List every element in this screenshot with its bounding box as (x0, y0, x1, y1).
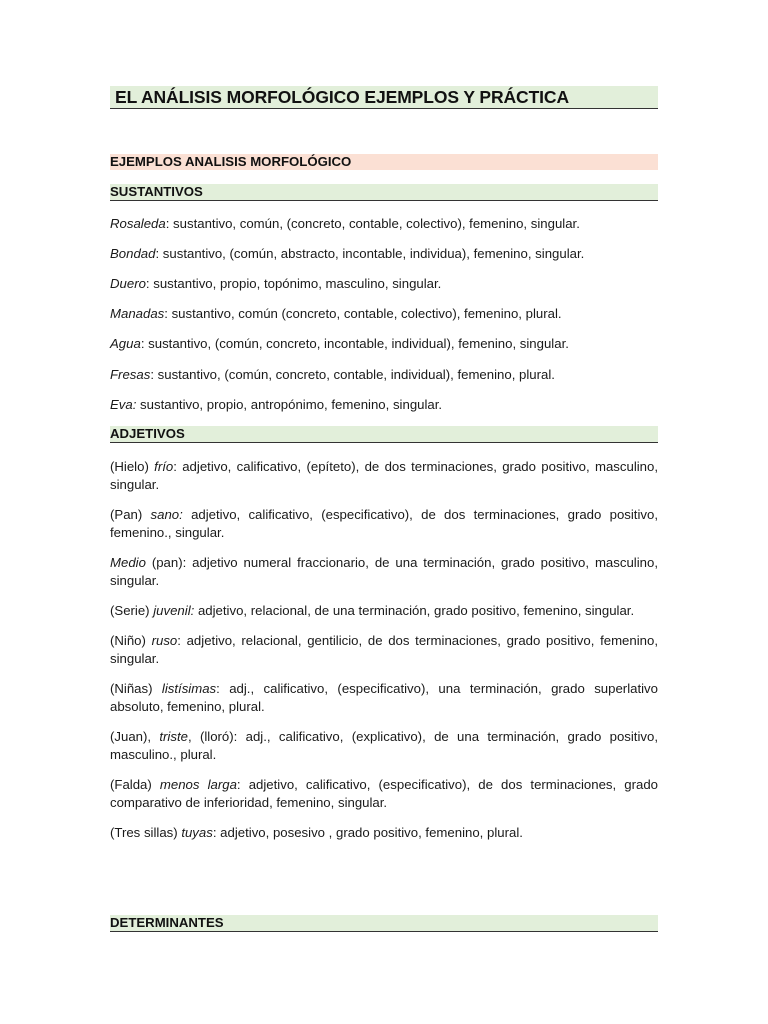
entry-prefix: (Niño) (110, 633, 152, 648)
entry-word: Medio (110, 555, 146, 570)
document-title: EL ANÁLISIS MORFOLÓGICO EJEMPLOS Y PRÁCTICA (115, 87, 569, 107)
entry-analysis: adjetivo, relacional, de una terminación, grado positivo, femenino, singular. (194, 603, 635, 618)
entry-analysis: : adj., calificativo, (especificativo), una terminación, grado superlativo absoluto, femenino, plural. (110, 681, 658, 714)
section-heading-ejemplos (110, 154, 658, 170)
entry-analysis: sustantivo, propio, antropónimo, femenino, singular. (136, 397, 443, 412)
entry-word: triste (159, 729, 188, 744)
entry-word: Bondad (110, 246, 156, 261)
adjetivo-entry (110, 632, 658, 668)
adjetivo-entry (110, 728, 658, 764)
entry-word: sano: (150, 507, 183, 522)
section-heading-sustantivos-label: SUSTANTIVOS (110, 184, 203, 199)
entry-prefix: (Juan), (110, 729, 160, 744)
entry-word: frío (154, 459, 174, 474)
sustantivo-entry (110, 305, 658, 323)
adjetivo-entry (110, 602, 658, 620)
sustantivo-entry (110, 215, 658, 233)
entry-analysis: : sustantivo, (común, concreto, contable, individual), femenino, plural. (150, 367, 555, 382)
entry-analysis: : adjetivo, posesivo , grado positivo, femenino, plural. (212, 825, 523, 840)
sustantivo-entry (110, 245, 658, 263)
entry-prefix: (Pan) (110, 507, 151, 522)
entry-word: ruso (151, 633, 178, 648)
adjetivo-entry (110, 824, 658, 842)
section-heading-adjetivos-label: ADJETIVOS (110, 426, 185, 441)
entry-word: Duero (110, 276, 146, 291)
adjetivo-entry (110, 776, 658, 812)
entry-analysis: : sustantivo, común, (concreto, contable, colectivo), femenino, singular. (165, 216, 580, 231)
section-heading-ejemplos-label: EJEMPLOS ANALISIS MORFOLÓGICO (110, 154, 352, 169)
entry-analysis: : sustantivo, (común, concreto, incontable, individual), femenino, singular. (140, 336, 569, 351)
adjetivo-entry (110, 680, 658, 716)
entry-analysis: : sustantivo, común (concreto, contable, colectivo), femenino, plural. (164, 306, 562, 321)
entry-prefix: (Tres sillas) (110, 825, 182, 840)
adjetivo-entry (110, 554, 658, 590)
adjetivo-entry (110, 506, 658, 542)
section-heading-adjetivos (110, 426, 658, 443)
entry-analysis: : adjetivo, relacional, gentilicio, de dos terminaciones, grado positivo, femenino, singular. (110, 633, 658, 666)
entry-prefix: (Niñas) (110, 681, 162, 696)
entry-prefix: (Serie) (110, 603, 154, 618)
document-title-bar (110, 86, 658, 109)
entry-word: Agua (110, 336, 141, 351)
entry-word: listísimas (161, 681, 217, 696)
entry-word: menos larga (159, 777, 237, 792)
sustantivo-entry (110, 396, 658, 414)
entry-word: Manadas (110, 306, 165, 321)
section-heading-determinantes-label: DETERMINANTES (110, 915, 224, 930)
sustantivo-entry (110, 366, 658, 384)
entry-analysis: , (lloró): adj., calificativo, (explicativo), de una terminación, grado positivo, masculino., plural. (110, 729, 658, 762)
section-heading-determinantes (110, 915, 658, 932)
entry-analysis: : adjetivo, calificativo, (especificativo), de dos terminaciones, grado comparativo de inferioridad, femenino, singular. (110, 777, 659, 810)
entry-word: Rosaleda (110, 216, 166, 231)
entry-analysis: adjetivo, calificativo, (especificativo), de dos terminaciones, grado positivo, femenino., singular. (110, 507, 658, 540)
entry-analysis: : sustantivo, (común, abstracto, incontable, individua), femenino, singular. (155, 246, 585, 261)
entry-prefix: (Hielo) (110, 459, 155, 474)
sustantivo-entry (110, 275, 658, 293)
entry-word: juvenil: (153, 603, 195, 618)
sustantivo-entry (110, 335, 658, 353)
entry-analysis: : adjetivo, calificativo, (epíteto), de dos terminaciones, grado positivo, masculino, singular. (110, 459, 659, 492)
entry-word: Fresas (110, 367, 151, 382)
section-heading-sustantivos (110, 184, 658, 201)
adjetivo-entry (110, 458, 658, 494)
entry-analysis: (pan): adjetivo numeral fraccionario, de una terminación, grado positivo, masculino, singular. (110, 555, 658, 588)
entry-word: Eva: (110, 397, 137, 412)
entry-prefix: (Falda) (110, 777, 160, 792)
entry-analysis: : sustantivo, propio, topónimo, masculino, singular. (145, 276, 442, 291)
entry-word: tuyas (181, 825, 213, 840)
